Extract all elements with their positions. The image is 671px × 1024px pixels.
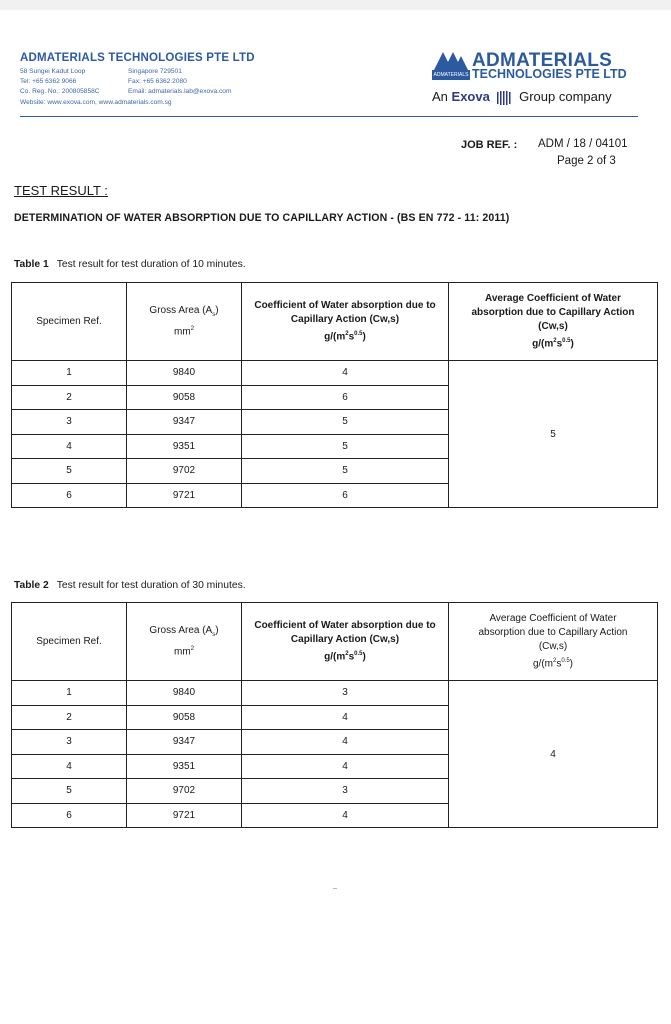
cell-ref: 1 — [12, 681, 127, 706]
registration-line — [20, 88, 231, 96]
determination-heading: DETERMINATION OF WATER ABSORPTION DUE TO CAPILLARY ACTION - (BS EN 772 - 11: 2011) — [14, 212, 510, 224]
page-number: Page 2 of 3 — [557, 155, 616, 167]
fax: Fax: +65 6362 2080 — [128, 78, 187, 85]
cell-area: 9702 — [127, 779, 242, 804]
cell-ref: 5 — [12, 779, 127, 804]
cell-coeff: 4 — [242, 803, 449, 828]
cell-coeff: 4 — [242, 754, 449, 779]
cell-average: 4 — [449, 681, 658, 828]
cell-coeff: 4 — [242, 705, 449, 730]
tagline-prefix: An — [432, 89, 448, 104]
table-caption-text: Test result for test duration of 10 minutes. — [56, 259, 246, 270]
cell-area: 9721 — [127, 483, 242, 508]
cell-coeff: 3 — [242, 779, 449, 804]
col-average-coefficient: Average Coefficient of Water absorption due to Capillary Action (Cw,s) $g/(m^2s^{0.5})$ — [449, 603, 658, 681]
exova-brand: Exova — [451, 89, 490, 104]
company-reg-no: Co. Reg. No.: 200805858C — [20, 88, 100, 95]
cell-coeff: 3 — [242, 681, 449, 706]
tagline-suffix: Group company — [519, 89, 612, 104]
table-number: Table 2 — [14, 580, 49, 591]
scan-mark — [333, 888, 337, 889]
cell-ref: 6 — [12, 803, 127, 828]
col-specimen-ref: Specimen Ref. — [12, 283, 127, 361]
cell-ref: 2 — [12, 705, 127, 730]
table-caption — [14, 259, 246, 270]
cell-area: 9840 — [127, 681, 242, 706]
cell-coeff: 5 — [242, 410, 449, 435]
table-caption-text: Test result for test duration of 30 minutes. — [56, 580, 246, 591]
cell-coeff: 4 — [242, 361, 449, 386]
cell-area: 9058 — [127, 705, 242, 730]
table-header-row — [12, 283, 658, 361]
company-name: ADMATERIALS TECHNOLOGIES PTE LTD — [20, 52, 255, 64]
section-title: TEST RESULT : — [14, 183, 108, 198]
cell-ref: 2 — [12, 385, 127, 410]
table-caption — [14, 580, 246, 591]
col-average-coefficient: Average Coefficient of Water absorption due to Capillary Action (Cw,s) $g/(m^2s^{0.5})$ — [449, 283, 658, 361]
address-right: Singapore 729501 — [128, 68, 182, 75]
logo-wordmark: ADMATERIALS — [472, 50, 613, 71]
cell-coeff: 6 — [242, 483, 449, 508]
address-left: 58 Sungei Kadut Loop — [20, 68, 86, 75]
results-table-30min — [11, 602, 658, 828]
logo-subtitle: TECHNOLOGIES PTE LTD — [472, 67, 627, 81]
col-gross-area: Gross Area $(A_s)$ $mm^2$ — [127, 283, 242, 361]
cell-ref: 1 — [12, 361, 127, 386]
cell-coeff: 5 — [242, 459, 449, 484]
cell-area: 9347 — [127, 410, 242, 435]
cell-area: 9721 — [127, 803, 242, 828]
col-gross-area: Gross Area $(A_s)$ $mm^2$ — [127, 603, 242, 681]
table-row — [12, 681, 658, 706]
cell-area: 9840 — [127, 361, 242, 386]
cell-ref: 6 — [12, 483, 127, 508]
table-header-row — [12, 603, 658, 681]
phone-line — [20, 78, 187, 86]
address-line — [20, 68, 182, 76]
cell-ref: 4 — [12, 754, 127, 779]
telephone: Tel: +65 6362 9066 — [20, 78, 77, 85]
cell-area: 9058 — [127, 385, 242, 410]
cell-area: 9702 — [127, 459, 242, 484]
col-coefficient: Coefficient of Water absorption due to Capillary Action (Cw,s) $g/(m^2s^{0.5})$ — [242, 283, 449, 361]
logo-triangles-icon — [434, 52, 470, 70]
col-specimen-ref: Specimen Ref. — [12, 603, 127, 681]
job-ref-value: ADM / 18 / 04101 — [538, 138, 628, 150]
exova-tagline — [432, 89, 612, 105]
cell-coeff: 4 — [242, 730, 449, 755]
results-table-10min — [11, 282, 658, 508]
header-divider — [20, 116, 638, 117]
cell-area: 9351 — [127, 754, 242, 779]
col-coefficient: Coefficient of Water absorption due to Capillary Action (Cw,s) $g/(m^2s^{0.5})$ — [242, 603, 449, 681]
cell-area: 9351 — [127, 434, 242, 459]
exova-bars-icon — [497, 91, 511, 105]
cell-ref: 4 — [12, 434, 127, 459]
cell-area: 9347 — [127, 730, 242, 755]
cell-ref: 3 — [12, 410, 127, 435]
cell-ref: 5 — [12, 459, 127, 484]
top-bar — [0, 0, 671, 10]
cell-average: 5 — [449, 361, 658, 508]
email: Email: admaterials.lab@exova.com — [128, 88, 232, 95]
company-logo — [432, 50, 642, 112]
website: Website: www.exova.com, www.admaterials.com.sg — [20, 99, 172, 106]
cell-coeff: 5 — [242, 434, 449, 459]
job-ref-label: JOB REF. : — [461, 139, 518, 151]
cell-ref: 3 — [12, 730, 127, 755]
logo-badge: ADMATERIALS — [433, 72, 469, 78]
table-row — [12, 361, 658, 386]
table-number: Table 1 — [14, 259, 49, 270]
cell-coeff: 6 — [242, 385, 449, 410]
